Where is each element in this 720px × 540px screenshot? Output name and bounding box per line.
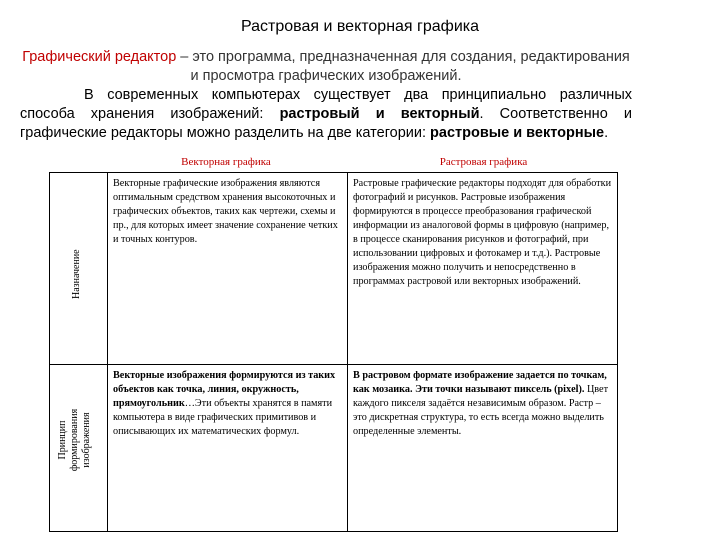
intro-p2-a: В современных компьютерах существует два принципиально различных способа хранения изображений: xyxy=(20,87,632,122)
column-header-raster: Растровая графика xyxy=(439,156,528,168)
raster-principle-rest: Цвет каждого пикселя задаётся независимым образом. Растр – это дискретная структура, то есть всегда можно выделить определенные элементы. xyxy=(353,384,609,437)
intro-p2-bold-2: растровые и векторные xyxy=(430,125,605,141)
row-label-purpose xyxy=(50,173,108,365)
table-row xyxy=(50,173,618,365)
table-row xyxy=(50,365,618,532)
row-label-principle-wrap xyxy=(50,365,107,531)
intro-paragraph-2 xyxy=(20,86,632,143)
intro-paragraph-1 xyxy=(20,48,632,86)
row-label-principle-text xyxy=(57,385,93,495)
vector-principle-rest: …Эти объекты хранятся в памяти компьютера в виде графических примитивов и описывающих их математических формул. xyxy=(113,398,333,437)
term-graphic-editor: Графический редактор xyxy=(22,49,177,65)
row-label-line: Принцип xyxy=(57,420,68,460)
cell-raster-purpose: Растровые графические редакторы подходят для обработки фотографий и рисунков. Растровые изображения формируются в процессе преобразования графической информации из аналоговой формы в цифровую (например, в процессе сканирования рисунков и фотографий, при использовании цифровых и фотокамер и т.д.). Растровые изображения можно получить и непосредственно в программах растровой или векторных изображений. xyxy=(348,173,618,365)
row-label-purpose-wrap xyxy=(50,173,107,364)
cell-raster-principle xyxy=(348,365,618,532)
cell-vector-principle xyxy=(108,365,348,532)
intro-text xyxy=(20,48,632,143)
cell-vector-purpose: Векторные графические изображения являются оптимальным средством хранения высокоточных и графических объектов, таких как чертежи, схемы и пр., для которых имеет значение сохранение четких и точных контуров. xyxy=(108,173,348,365)
intro-p2-b: . Соответственно и графические редакторы можно разделить на две категории: xyxy=(20,106,632,141)
vector-principle-bold: Векторные изображения формируются из таких объектов как точка, линия, окружность, прямоугольник xyxy=(113,370,336,409)
comparison-table xyxy=(49,172,618,532)
raster-principle-bold: В растровом формате изображение задается по точкам, как мозаика. Эти точки называют пиксель (pixel). xyxy=(353,370,607,395)
intro-p1-rest: – это программа, предназначенная для создания, редактирования и просмотра графических изображений. xyxy=(176,49,630,84)
intro-p2-bold-1: растровый и векторный xyxy=(279,106,480,122)
row-label-line: изображения xyxy=(81,412,92,468)
row-label-principle xyxy=(50,365,108,532)
page-title: Растровая и векторная графика xyxy=(240,18,480,35)
row-label-purpose-text: Назначение xyxy=(71,249,82,299)
row-label-line: формирования xyxy=(69,408,80,472)
column-header-vector: Векторная графика xyxy=(181,156,271,168)
intro-p2-c: . xyxy=(604,125,609,141)
